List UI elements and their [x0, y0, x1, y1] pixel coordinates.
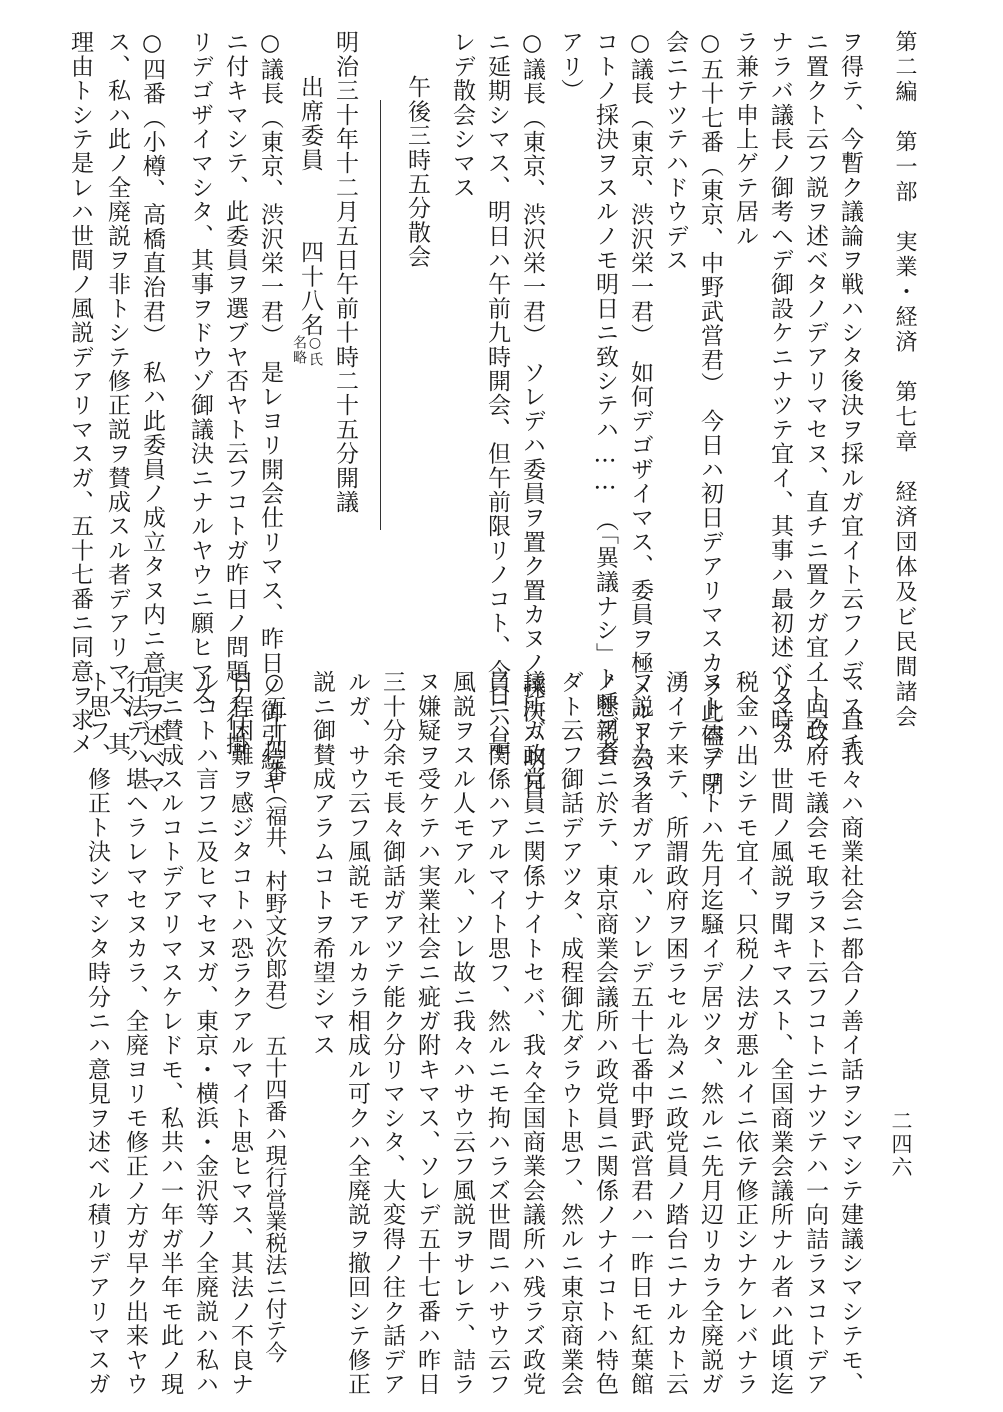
lower-line-6: 湧イテ来テ、所謂政府ヲ困ラセル為メニ政党員ノ踏台ニナルカト云: [662, 670, 688, 1396]
lower-line-13: ヌ嫌疑ヲ受ケテハ実業社会ニ疵ガ附キマス、ソレデ五十七番ハ昨日: [414, 670, 440, 1396]
lower-line-14: 三十分余モ長々御話ガアツテ能ク分リマシタ、大変得ノ往ク話デア: [379, 670, 405, 1396]
upper-line-6: 会ニナツテハドウデス: [662, 30, 688, 272]
upper-line-4: ラ兼テ申上ゲテ居ル: [732, 30, 758, 248]
upper-line-15: 出席委員: [297, 75, 323, 172]
page-number: 二四六: [889, 1110, 913, 1179]
lower-line-2: 一向政府モ議会モ取ラヌト云フコトニナツテハ一向詰ラヌコトデア: [802, 670, 828, 1396]
lower-line-17: ○五十四番（福井、村野文次郎君） 五十四番ハ現行営業税法ニ付テ今: [261, 670, 287, 1364]
upper-line-9: アリ）: [557, 30, 583, 103]
lower-line-10: 議所ガ政党員ニ関係ナイトセバ、我々全国商業会議所ハ残ラズ政党: [519, 670, 545, 1396]
lower-line-15: ルガ、サウ云フ風説モアルカラ相成ル可クハ全廃説ヲ撤回シテ修正: [344, 670, 370, 1396]
upper-line-11: ニ延期シマス、明日ハ午前九時開会、但午前限リノコト、今日ハ是: [484, 30, 510, 756]
lower-line-18: 日程困難ヲ感ジタコトハ恐ラクアルマイト思ヒマス、其法ノ不良ナ: [227, 670, 253, 1396]
lower-line-19: ルコトハ言フニ及ヒマセヌガ、東京・横浜・金沢等ノ全廃説ハ私ハ: [192, 670, 218, 1396]
attendance-note-top: ○氏: [307, 335, 323, 367]
upper-line-18: リデゴザイマシタ、其事ヲドウゾ御議決ニナルヤウニ願ヒマス: [187, 30, 213, 708]
lower-line-12: 風説ヲスル人モアル、ソレ故ニ我々ハサウ云フ風説ヲサレテ、詰ラ: [449, 670, 475, 1396]
lower-line-4: 税金ハ出シテモ宜イ、只税ノ法ガ悪ルイニ依テ修正シナケレバナラ: [732, 670, 758, 1396]
upper-line-17: ニ付キマシテ、此委員ヲ選ブヤ否ヤト云フコトガ昨日ノ問題ノ行掛: [222, 30, 248, 756]
lower-line-3: リマス、世間ノ風説ヲ聞キマスト、全国商業会議所ナル者ハ此頃迄: [767, 670, 793, 1396]
upper-line-21: 理由トシテ是レハ世間ノ風説デアリマスガ、五十七番ニ同意ヲ求メ: [67, 30, 93, 756]
upper-line-19: ○四番（小樽、高橋直治君） 私ハ此委員ノ成立タヌ内ニ意見ヲ述ベマ: [139, 30, 165, 796]
upper-line-10: ○議長（東京、渋沢栄一君） ソレデハ委員ヲ置ク置カヌノ採決ハ明日: [519, 30, 545, 796]
lower-line-20: 実ニ賛成スルコトデアリマスケレドモ、私共ハ一年ガ半年モ此ノ現: [157, 670, 183, 1396]
lower-line-1: マス、我々ハ商業社会ニ都合ノ善イ話ヲシマシテ建議シマシテモ、: [837, 670, 863, 1396]
upper-line-16: ○議長（東京、渋沢栄一君） 是レヨリ開会仕リマス、昨日ノ御引続キ: [257, 30, 283, 796]
upper-line-14: 明治三十年十二月五日午前十時二十五分開議: [332, 30, 358, 514]
lower-line-8: ノ懇親会ニ於テ、東京商業会議所ハ政党員ニ関係ノナイコトハ特色: [592, 670, 618, 1396]
lower-line-11: 員ニハ関係ハアルマイト思フ、然ルニモ拘ハラズ世間ニハサウ云フ: [484, 670, 510, 1396]
upper-line-12: レデ散会シマス: [449, 30, 475, 200]
upper-line-20: ス、私ハ此ノ全廃説ヲ非トシテ修正説ヲ賛成スル者デアリマス、其: [104, 30, 130, 756]
running-header: 第二編 第一部 実業・経済 第七章 経済団体及ビ民間諸会: [892, 30, 917, 730]
upper-line-2: ニ置クト云フ説ヲ述ベタノデアリマセヌ、直チニ置クガ宜イト云フ: [802, 30, 828, 756]
upper-line-7: ○議長（東京、渋沢栄一君） 如何デゴザイマス、委員ヲ極メルト云フ: [627, 30, 653, 796]
section-rule: [380, 100, 381, 530]
lower-line-7: フ説ヲ為ス者ガアル、ソレデ五十七番中野武営君ハ一昨日モ紅葉館: [627, 670, 653, 1396]
upper-line-5: ○五十七番（東京、中野武営君） 今日ハ初日デアリマスカラ此儘デ閉: [697, 30, 723, 796]
attendance-note-bottom: 名略: [291, 335, 307, 365]
attendance-count: 四十八名: [297, 240, 323, 337]
upper-line-13: 午後三時五分散会: [404, 75, 430, 269]
lower-line-16: 説ニ御賛成アラムコトヲ希望シマス: [309, 670, 335, 1058]
upper-line-8: コトノ採決ヲスルノモ明日ニ致シテハ…… （「異議ナシ」ト呼ブ者: [592, 30, 618, 764]
lower-line-22: ト思フ、修正ト決シマシタ時分ニハ意見ヲ述ベル積リデアリマスガ: [84, 670, 110, 1396]
lower-line-21: 行法デハ堪ヘラレマセヌカラ、全廃ヨリモ修正ノ方ガ早ク出来ヤウ: [122, 670, 148, 1396]
upper-line-3: ナラバ議長ノ御考ヘデ御設ケニナツテ宜イ、其事ハ最初述ベタ時カ: [767, 30, 793, 756]
upper-line-1: ヲ得テ、今暫ク議論ヲ戦ハシタ後決ヲ採ルガ宜イト云フノデ、直チ: [837, 30, 863, 756]
lower-line-9: ダト云フ御話デアツタ、成程御尤ダラウト思フ、然ルニ東京商業会: [557, 670, 583, 1396]
lower-line-5: ヌト云フコトハ先月迄騒イデ居ツタ、然ルニ先月辺リカラ全廃説ガ: [697, 670, 723, 1396]
